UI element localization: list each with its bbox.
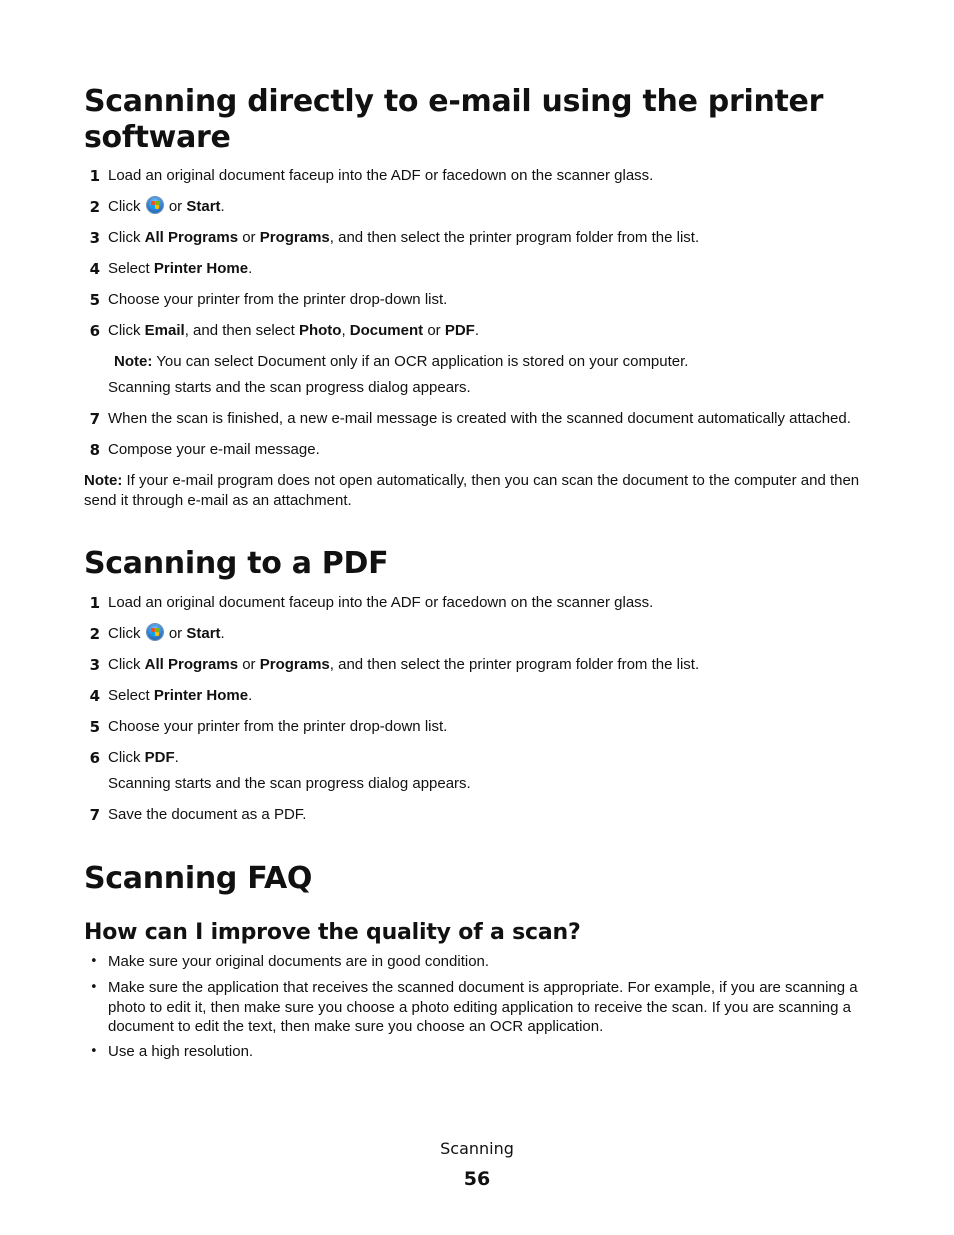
step-text: Load an original document faceup into the ADF or facedown on the scanner glass. bbox=[108, 594, 654, 611]
step-text-post: . bbox=[220, 625, 225, 642]
step-result: Scanning starts and the scan progress dialog appears. bbox=[108, 775, 471, 792]
step-text: Choose your printer from the printer drop-down list. bbox=[108, 718, 448, 735]
step-bold-term: PDF bbox=[144, 749, 175, 766]
step-number: 2 bbox=[89, 198, 100, 216]
step-number: 3 bbox=[89, 656, 100, 674]
step-number: 5 bbox=[89, 718, 100, 736]
bullet-text: Make sure the application that receives the scanned document is appropriate. For example, if you are scanning a photo to edit it, then make sure you choose a photo editing application to receive the scan. If you are scanning a document to edit the text, then make sure you choose an OCR application. bbox=[108, 979, 858, 1035]
step-text bbox=[108, 228, 699, 248]
step-bold-term: Programs bbox=[259, 229, 330, 246]
step-text-pre: Select bbox=[108, 260, 150, 277]
step-bold-term: Photo bbox=[298, 322, 342, 339]
faq-question-heading: How can I improve the quality of a scan? bbox=[84, 920, 581, 945]
step-note bbox=[114, 352, 688, 372]
step-text-pre: Click bbox=[108, 749, 141, 766]
section-faq-title: Scanning FAQ bbox=[84, 861, 313, 896]
step-result: Scanning starts and the scan progress dialog appears. bbox=[108, 379, 471, 396]
step-text: Save the document as a PDF. bbox=[108, 806, 307, 823]
step-bold-term: Start bbox=[186, 625, 221, 642]
step-text-mid: or bbox=[168, 625, 183, 642]
note-text: You can select Document only if an OCR application is stored on your computer. bbox=[156, 353, 689, 370]
step-bold-term: All Programs bbox=[144, 229, 239, 246]
bullet-glyph: • bbox=[90, 1044, 98, 1059]
step-text-pre: Click bbox=[108, 198, 141, 215]
step-text bbox=[108, 259, 252, 279]
step-number: 1 bbox=[89, 594, 100, 612]
step-bold-term: Programs bbox=[259, 656, 330, 673]
step-text-post: . bbox=[220, 198, 225, 215]
step-text-mid: , and then select bbox=[184, 322, 295, 339]
step-text-post: , and then select the printer program folder from the list. bbox=[329, 229, 700, 246]
footer-page-number: 56 bbox=[463, 1168, 491, 1190]
bullet-glyph: • bbox=[90, 980, 98, 995]
note-text: If your e-mail program does not open automatically, then you can scan the document to the computer and then send it through e-mail as an attachment. bbox=[84, 472, 860, 509]
bullet-text: Make sure your original documents are in good condition. bbox=[108, 953, 490, 970]
step-text bbox=[108, 197, 225, 217]
step-bold-term: PDF bbox=[444, 322, 475, 339]
step-number: 4 bbox=[89, 260, 100, 278]
step-text-mid: or bbox=[242, 229, 256, 246]
step-text: Load an original document faceup into the ADF or facedown on the scanner glass. bbox=[108, 167, 654, 184]
step-number: 6 bbox=[89, 749, 100, 767]
step-text-pre: Click bbox=[108, 656, 141, 673]
step-bold-term: All Programs bbox=[144, 656, 239, 673]
step-bold-term: Document bbox=[349, 322, 424, 339]
windows-start-icon bbox=[147, 624, 163, 640]
step-text-pre: Select bbox=[108, 687, 150, 704]
section-email-title: Scanning directly to e-mail using the printer software bbox=[84, 84, 824, 155]
step-bold-term: Printer Home bbox=[153, 687, 249, 704]
step-text-post: . bbox=[248, 687, 253, 704]
step-bold-term: Start bbox=[186, 198, 221, 215]
bullet-text: Use a high resolution. bbox=[108, 1043, 254, 1060]
step-text bbox=[108, 686, 252, 706]
step-text-pre: Click bbox=[108, 322, 141, 339]
step-text: Compose your e-mail message. bbox=[108, 441, 320, 458]
step-number: 3 bbox=[89, 229, 100, 247]
step-number: 6 bbox=[89, 322, 100, 340]
step-text bbox=[108, 655, 699, 675]
step-text-mid: or bbox=[242, 656, 256, 673]
step-number: 8 bbox=[89, 441, 100, 459]
step-text-sep: , bbox=[341, 322, 346, 339]
step-number: 1 bbox=[89, 167, 100, 185]
step-number: 5 bbox=[89, 291, 100, 309]
step-bold-term: Email bbox=[144, 322, 185, 339]
step-text bbox=[108, 321, 479, 341]
step-number: 2 bbox=[89, 625, 100, 643]
step-text-post: . bbox=[248, 260, 253, 277]
step-text-mid: or bbox=[427, 322, 441, 339]
step-text: When the scan is finished, a new e-mail message is created with the scanned document automatically attached. bbox=[108, 410, 851, 427]
windows-start-icon bbox=[147, 197, 163, 213]
step-number: 4 bbox=[89, 687, 100, 705]
step-text-pre: Click bbox=[108, 229, 141, 246]
step-text-mid: or bbox=[168, 198, 183, 215]
step-text-post: . bbox=[174, 749, 179, 766]
bullet-glyph: • bbox=[90, 954, 98, 969]
step-text: Choose your printer from the printer drop-down list. bbox=[108, 291, 448, 308]
note-label: Note: bbox=[114, 353, 153, 370]
step-number: 7 bbox=[89, 410, 100, 428]
step-text-post: , and then select the printer program folder from the list. bbox=[329, 656, 700, 673]
step-number: 7 bbox=[89, 806, 100, 824]
section-note bbox=[84, 471, 874, 511]
section-pdf-title: Scanning to a PDF bbox=[84, 546, 389, 581]
step-text-pre: Click bbox=[108, 625, 141, 642]
step-bold-term: Printer Home bbox=[153, 260, 249, 277]
footer-chapter-label: Scanning bbox=[440, 1139, 514, 1158]
step-text bbox=[108, 624, 225, 644]
step-text-post: . bbox=[474, 322, 479, 339]
note-label: Note: bbox=[84, 472, 123, 489]
step-text bbox=[108, 748, 179, 768]
